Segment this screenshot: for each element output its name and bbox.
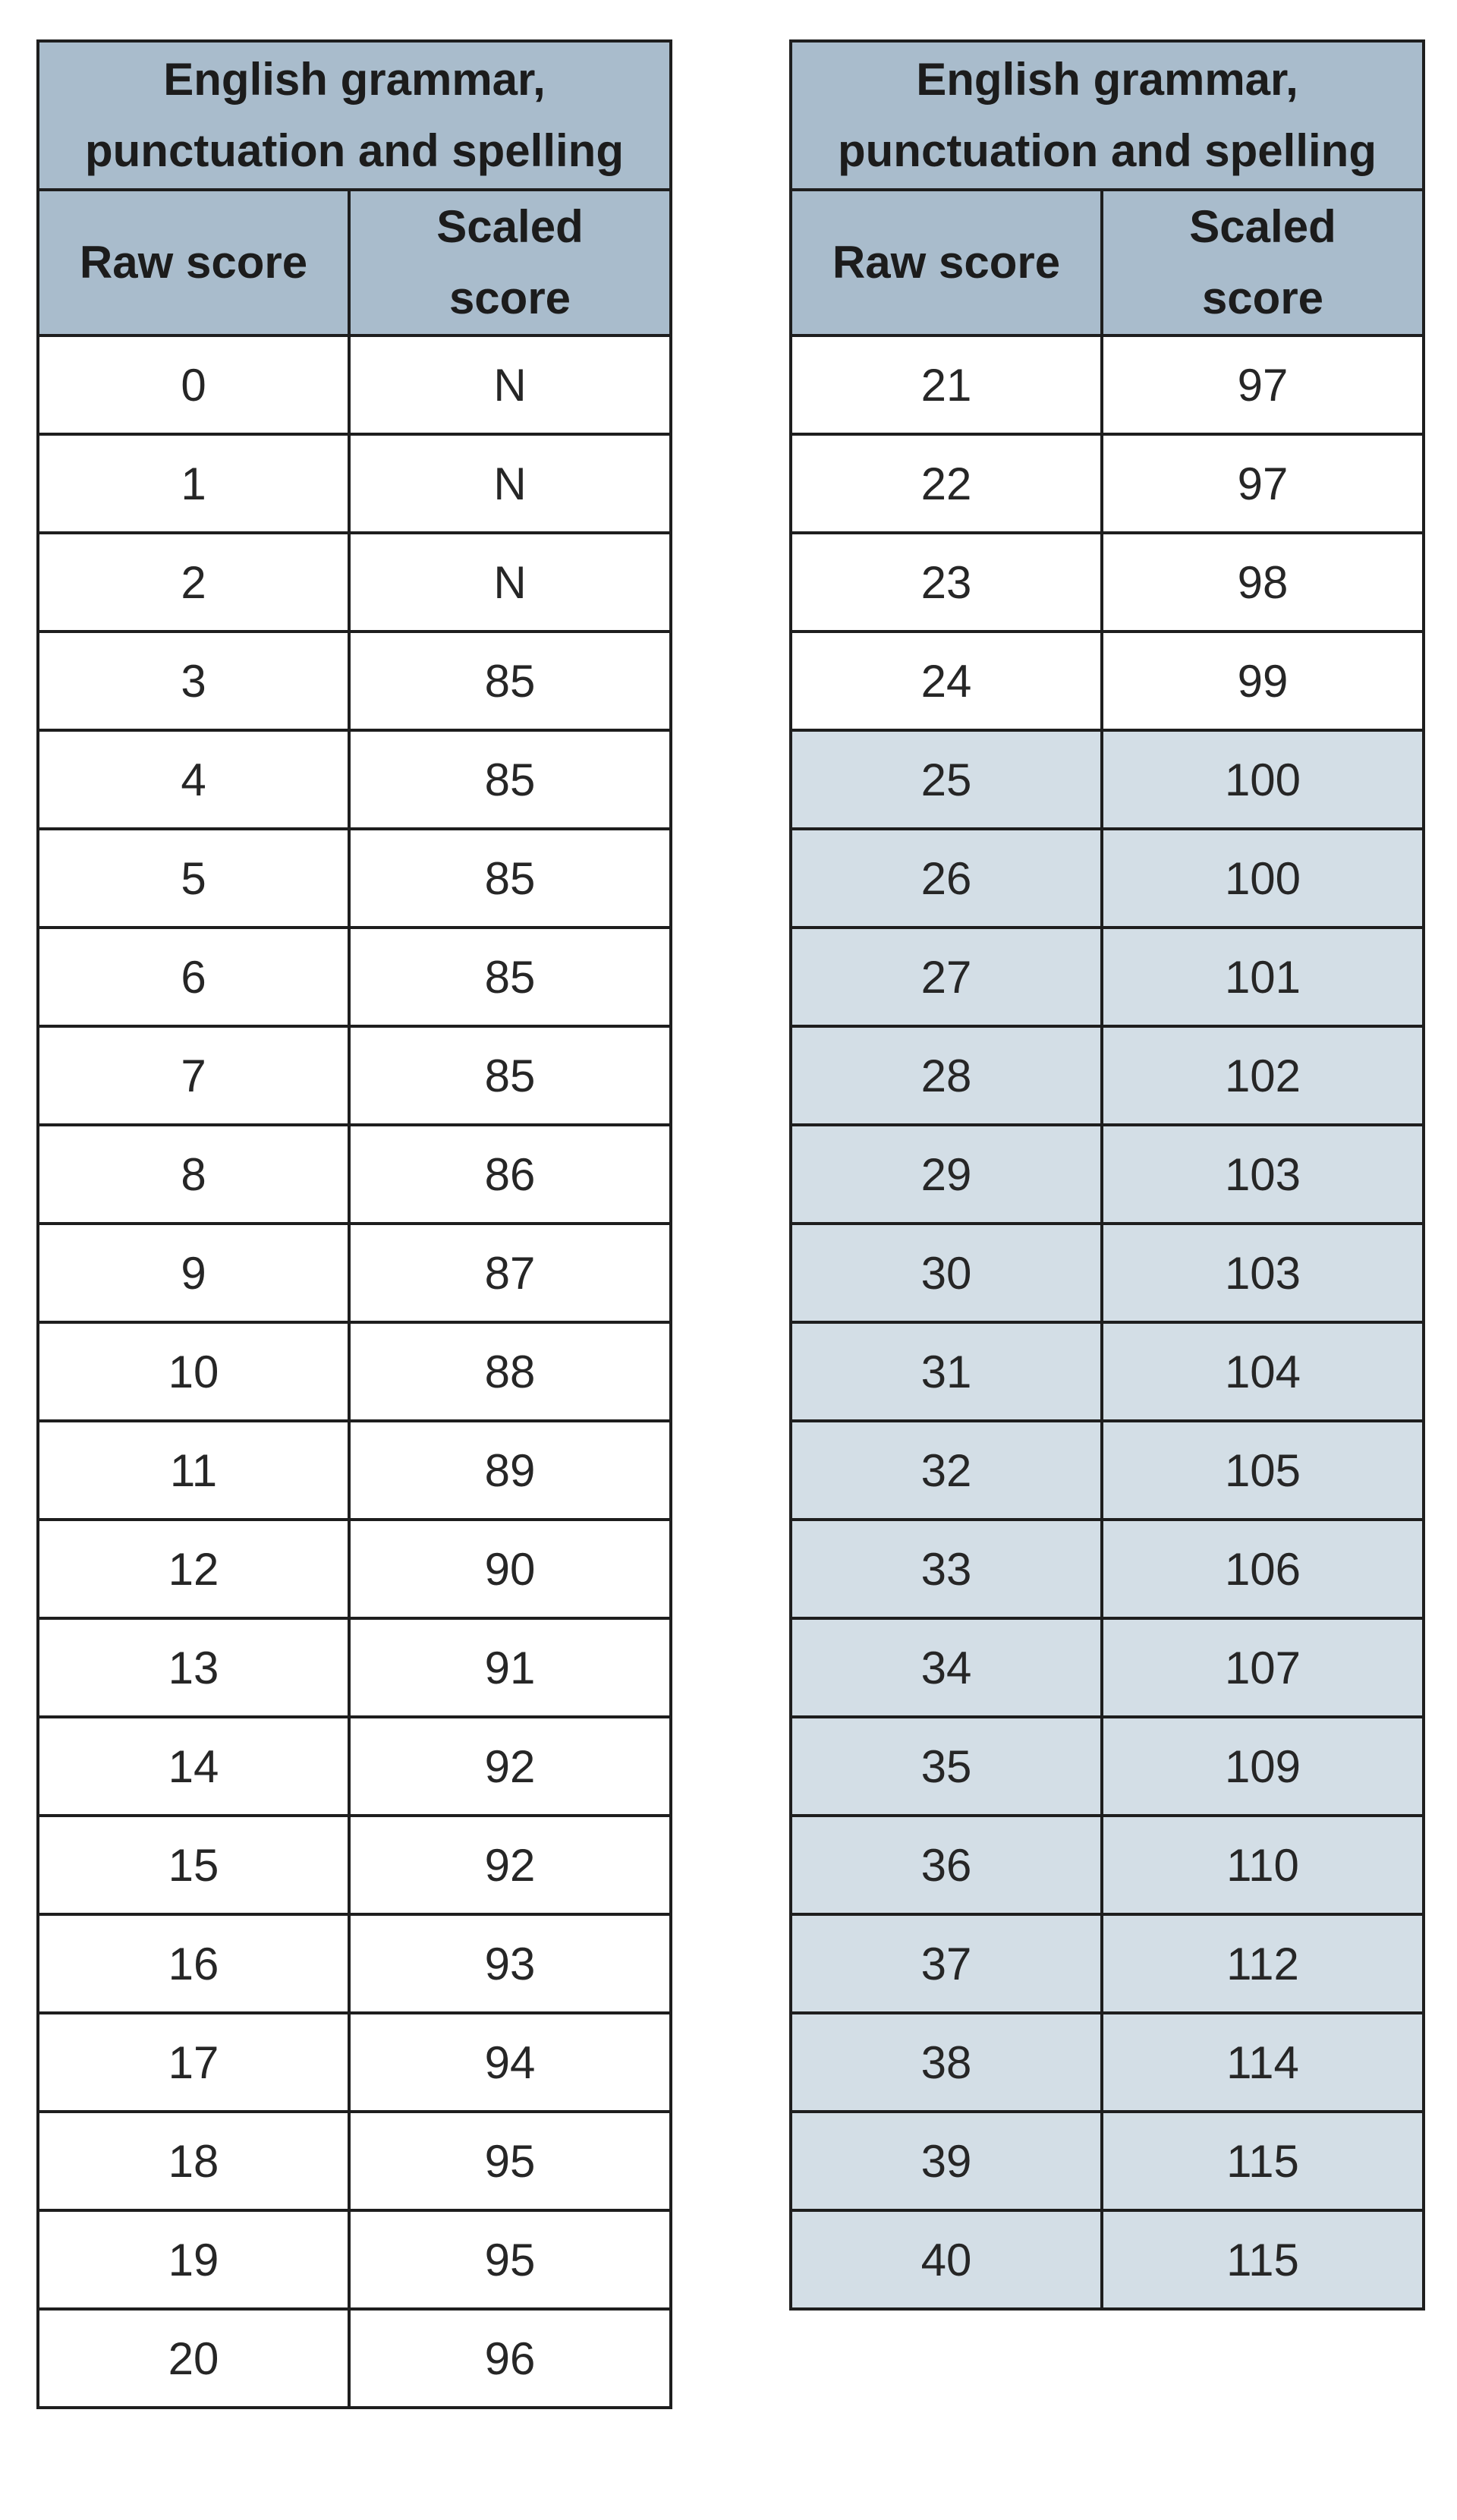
scaled-score-header-line1: Scaled [436, 201, 584, 252]
table-row [38, 1618, 671, 1717]
scaled-score-cell: 110 [1102, 1816, 1424, 1914]
raw-score-cell: 6 [38, 928, 349, 1026]
raw-score-cell: 3 [38, 632, 349, 730]
table-row [38, 2309, 671, 2408]
table-row [791, 1125, 1424, 1224]
table-row [791, 1520, 1424, 1618]
raw-score-cell: 27 [791, 928, 1102, 1026]
table-row [791, 928, 1424, 1026]
table-row [791, 434, 1424, 533]
scaled-score-cell: 103 [1102, 1224, 1424, 1322]
raw-score-cell: 4 [38, 730, 349, 829]
raw-score-cell: 11 [38, 1421, 349, 1520]
raw-score-cell: 0 [38, 335, 349, 434]
raw-score-cell: 14 [38, 1717, 349, 1816]
table-row [791, 632, 1424, 730]
scaled-score-cell: 99 [1102, 632, 1424, 730]
scaled-score-cell: 92 [349, 1816, 671, 1914]
table-row [38, 1026, 671, 1125]
score-table-left [36, 39, 672, 2409]
raw-score-cell: 19 [38, 2210, 349, 2309]
scaled-score-cell: 89 [349, 1421, 671, 1520]
scaled-score-cell: N [349, 533, 671, 632]
table-row [791, 1224, 1424, 1322]
scaled-score-cell: 98 [1102, 533, 1424, 632]
score-rows-right [791, 335, 1424, 2309]
raw-score-cell: 15 [38, 1816, 349, 1914]
scaled-score-cell: 106 [1102, 1520, 1424, 1618]
table-row [38, 434, 671, 533]
table-row [791, 1421, 1424, 1520]
scaled-score-cell: 112 [1102, 1914, 1424, 2013]
scaled-score-cell: 103 [1102, 1125, 1424, 1224]
raw-score-cell: 18 [38, 2112, 349, 2210]
scaled-score-cell: 115 [1102, 2112, 1424, 2210]
raw-score-cell: 12 [38, 1520, 349, 1618]
table-row [38, 1322, 671, 1421]
table-row [38, 1421, 671, 1520]
raw-score-cell: 7 [38, 1026, 349, 1125]
scaled-score-cell: 86 [349, 1125, 671, 1224]
scaled-score-cell: 85 [349, 928, 671, 1026]
table-row [38, 730, 671, 829]
scaled-score-cell: 105 [1102, 1421, 1424, 1520]
score-rows-left [38, 335, 671, 2408]
score-table-right [789, 39, 1425, 2311]
table-row [791, 1717, 1424, 1816]
table-row [791, 2112, 1424, 2210]
raw-score-cell: 30 [791, 1224, 1102, 1322]
table-row [38, 2112, 671, 2210]
table-row [38, 1224, 671, 1322]
table-row [791, 1322, 1424, 1421]
table-row [38, 2210, 671, 2309]
scaled-score-cell: 85 [349, 730, 671, 829]
raw-score-cell: 26 [791, 829, 1102, 928]
raw-score-cell: 20 [38, 2309, 349, 2408]
scaled-score-cell: 94 [349, 2013, 671, 2112]
table-row [38, 1717, 671, 1816]
table-row [38, 335, 671, 434]
table-row [38, 928, 671, 1026]
scaled-score-cell: 87 [349, 1224, 671, 1322]
scaled-score-cell: 101 [1102, 928, 1424, 1026]
raw-score-cell: 22 [791, 434, 1102, 533]
table-row [791, 2013, 1424, 2112]
scaled-score-cell: 100 [1102, 829, 1424, 928]
raw-score-cell: 5 [38, 829, 349, 928]
raw-score-cell: 25 [791, 730, 1102, 829]
raw-score-cell: 40 [791, 2210, 1102, 2309]
table-row [791, 335, 1424, 434]
raw-score-cell: 9 [38, 1224, 349, 1322]
raw-score-cell: 38 [791, 2013, 1102, 2112]
table-row [791, 730, 1424, 829]
raw-score-cell: 34 [791, 1618, 1102, 1717]
table-row [791, 1816, 1424, 1914]
table-row [791, 1026, 1424, 1125]
scaled-score-cell: 92 [349, 1717, 671, 1816]
table-row [38, 829, 671, 928]
table-row [38, 632, 671, 730]
scaled-score-cell: 90 [349, 1520, 671, 1618]
table-row [791, 1618, 1424, 1717]
raw-score-cell: 23 [791, 533, 1102, 632]
column-header-row [791, 190, 1424, 335]
raw-score-cell: 29 [791, 1125, 1102, 1224]
raw-score-cell: 32 [791, 1421, 1102, 1520]
table-row [38, 533, 671, 632]
raw-score-cell: 2 [38, 533, 349, 632]
raw-score-cell: 35 [791, 1717, 1102, 1816]
raw-score-cell: 36 [791, 1816, 1102, 1914]
scaled-score-cell: 100 [1102, 730, 1424, 829]
column-header-row [38, 190, 671, 335]
raw-score-cell: 21 [791, 335, 1102, 434]
table-title-row [791, 41, 1424, 190]
raw-score-cell: 39 [791, 2112, 1102, 2210]
raw-score-cell: 31 [791, 1322, 1102, 1421]
table-row [791, 2210, 1424, 2309]
table-row [38, 1520, 671, 1618]
scaled-score-cell: 85 [349, 829, 671, 928]
raw-score-cell: 24 [791, 632, 1102, 730]
scaled-score-cell: 97 [1102, 434, 1424, 533]
raw-score-cell: 13 [38, 1618, 349, 1717]
scaled-score-cell: 115 [1102, 2210, 1424, 2309]
scaled-score-cell: 109 [1102, 1717, 1424, 1816]
table-title: English grammar, punctuation and spelling [791, 41, 1424, 190]
raw-score-cell: 28 [791, 1026, 1102, 1125]
scaled-score-cell: 102 [1102, 1026, 1424, 1125]
table-row [38, 1914, 671, 2013]
raw-score-cell: 10 [38, 1322, 349, 1421]
scaled-score-cell: 114 [1102, 2013, 1424, 2112]
table-row [791, 1914, 1424, 2013]
scaled-score-cell: 104 [1102, 1322, 1424, 1421]
table-row [791, 829, 1424, 928]
scaled-score-cell: N [349, 335, 671, 434]
scaled-score-cell: 85 [349, 1026, 671, 1125]
table-title: English grammar, punctuation and spelling [38, 41, 671, 190]
scaled-score-cell: 91 [349, 1618, 671, 1717]
scaled-score-cell: N [349, 434, 671, 533]
table-row [38, 1816, 671, 1914]
raw-score-header: Raw score [38, 190, 349, 335]
raw-score-cell: 8 [38, 1125, 349, 1224]
scaled-score-header-line1: Scaled [1189, 201, 1336, 252]
raw-score-cell: 1 [38, 434, 349, 533]
raw-score-cell: 16 [38, 1914, 349, 2013]
table-row [38, 1125, 671, 1224]
scaled-score-header-line2: score [1201, 272, 1324, 323]
scaled-score-cell: 107 [1102, 1618, 1424, 1717]
table-row [791, 533, 1424, 632]
scaled-score-cell: 95 [349, 2210, 671, 2309]
scaled-score-header [1102, 190, 1424, 335]
scaled-score-cell: 85 [349, 632, 671, 730]
scaled-score-cell: 96 [349, 2309, 671, 2408]
scaled-score-cell: 88 [349, 1322, 671, 1421]
raw-score-cell: 33 [791, 1520, 1102, 1618]
raw-score-cell: 17 [38, 2013, 349, 2112]
scaled-score-header [349, 190, 671, 335]
scaled-score-cell: 95 [349, 2112, 671, 2210]
raw-score-cell: 37 [791, 1914, 1102, 2013]
scaled-score-cell: 93 [349, 1914, 671, 2013]
table-title-row [38, 41, 671, 190]
table-row [38, 2013, 671, 2112]
scaled-score-cell: 97 [1102, 335, 1424, 434]
scaled-score-header-line2: score [448, 272, 571, 323]
raw-score-header: Raw score [791, 190, 1102, 335]
